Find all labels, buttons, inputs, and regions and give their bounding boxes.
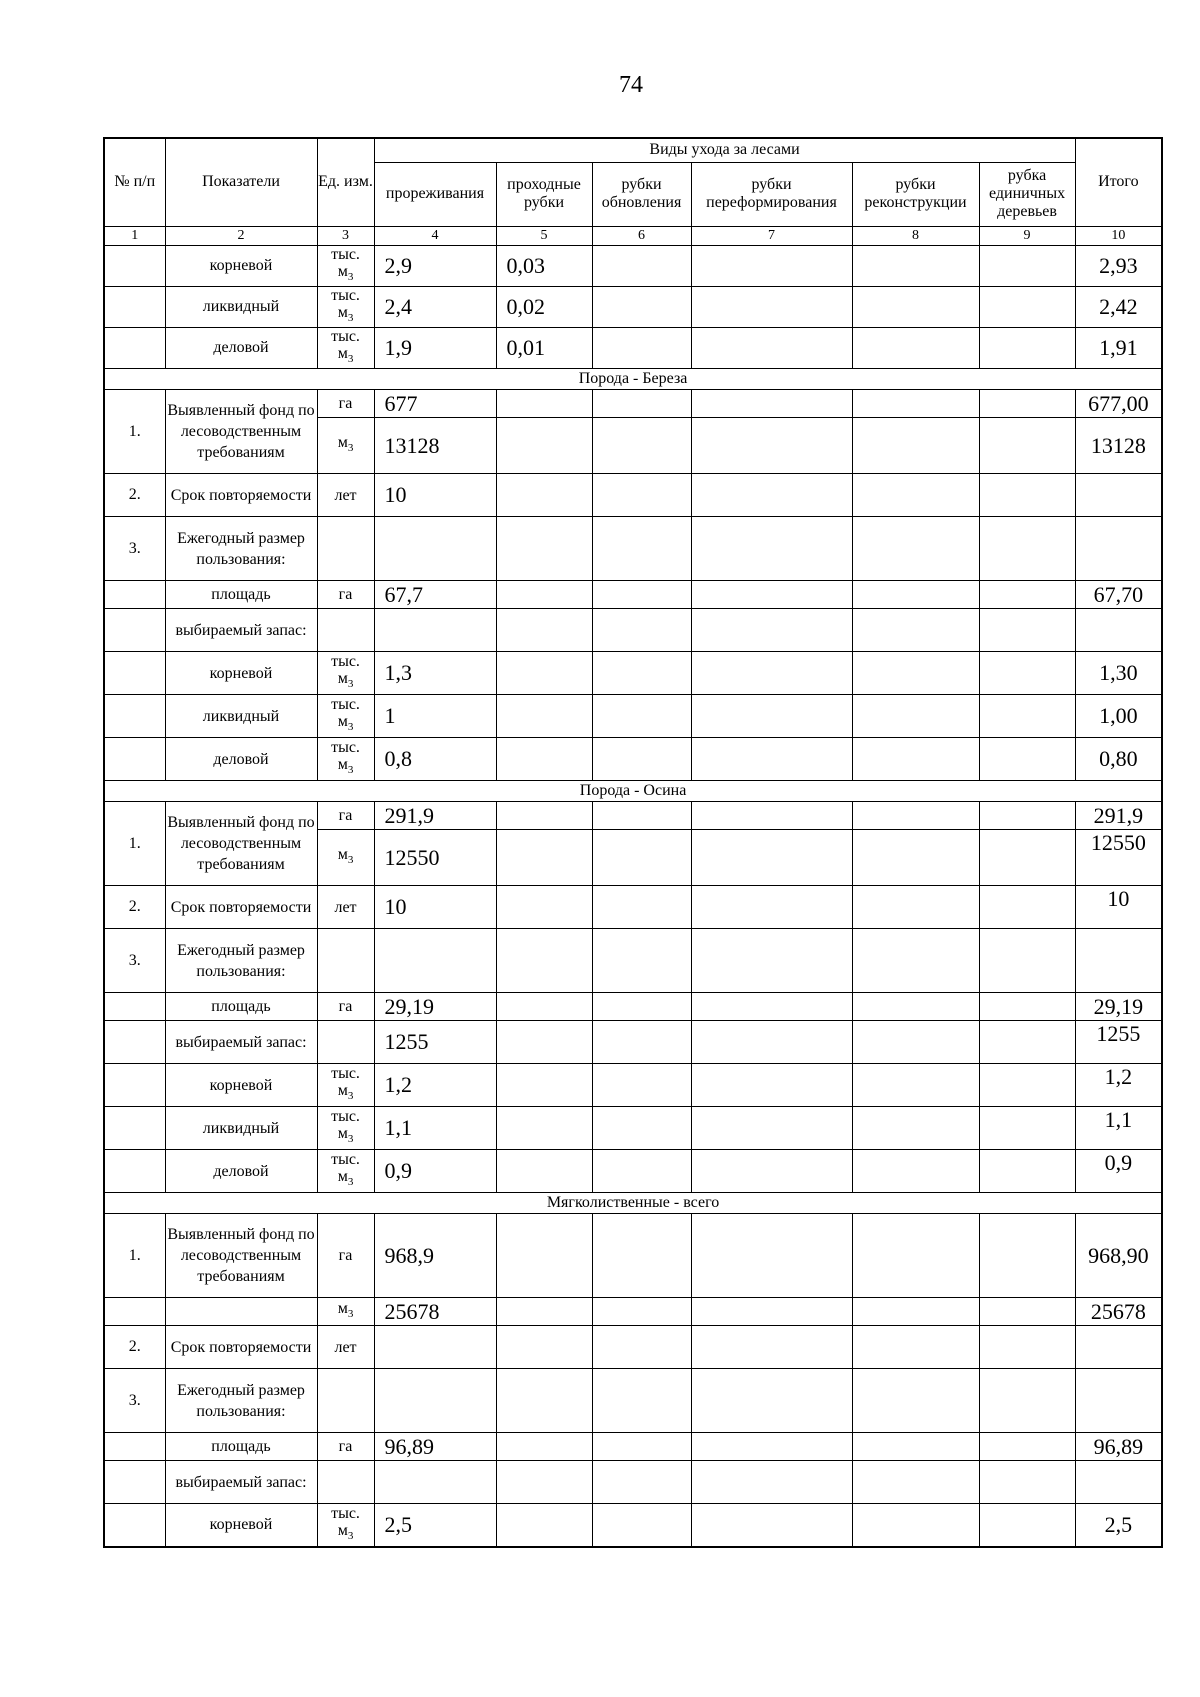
header-single-trees: рубка единичных деревьев [979, 162, 1075, 226]
unit-cell: га [317, 1433, 374, 1461]
unit-cell: $м_3$ [317, 418, 374, 474]
row-number: 3. [104, 1369, 165, 1433]
row-number: 1. [104, 1214, 165, 1298]
total-cell: 1,91 [1075, 327, 1162, 368]
col-index: 7 [691, 226, 852, 245]
col-index: 2 [165, 226, 317, 245]
unit-cell: тыс. $м_3$ [317, 245, 374, 286]
unit-cell: тыс. $м_3$ [317, 1107, 374, 1150]
total-cell: 0,9 [1075, 1150, 1162, 1193]
value-cell: 2,9 [374, 245, 496, 286]
total-cell: 13128 [1075, 418, 1162, 474]
table-row [104, 286, 1162, 327]
total-cell: 1,2 [1075, 1064, 1162, 1107]
unit-cell: лет [317, 886, 374, 929]
value-cell: 12550 [374, 830, 496, 886]
total-cell: 1,00 [1075, 695, 1162, 738]
table-row [104, 1064, 1162, 1107]
row-label: ликвидный [165, 695, 317, 738]
unit-cell: га [317, 581, 374, 609]
unit-cell: га [317, 390, 374, 418]
table-row [104, 609, 1162, 652]
value-cell: 25678 [374, 1298, 496, 1326]
table-row [104, 1214, 1162, 1298]
row-label: Выявленный фонд по лесоводственным требованиям [165, 1214, 317, 1298]
row-label: деловой [165, 738, 317, 781]
table-row [104, 886, 1162, 929]
col-index: 5 [496, 226, 592, 245]
unit-cell: лет [317, 474, 374, 517]
page-number: 74 [619, 72, 643, 98]
row-label: Срок повторяемости [165, 474, 317, 517]
value-cell: 0,9 [374, 1150, 496, 1193]
table-row [104, 1433, 1162, 1461]
column-index-row [104, 226, 1162, 245]
value-cell: 1,1 [374, 1107, 496, 1150]
col-index: 6 [592, 226, 691, 245]
section-title: Порода - Осина [104, 781, 1162, 802]
table-row [104, 1107, 1162, 1150]
table-row [104, 929, 1162, 993]
header-reformation: рубки переформирования [691, 162, 852, 226]
row-label: площадь [165, 581, 317, 609]
row-label: корневой [165, 245, 317, 286]
row-label: корневой [165, 1504, 317, 1547]
unit-cell: $м_3$ [317, 1298, 374, 1326]
row-label: корневой [165, 1064, 317, 1107]
total-cell: 67,70 [1075, 581, 1162, 609]
value-cell: 1 [374, 695, 496, 738]
total-cell: 25678 [1075, 1298, 1162, 1326]
row-label: корневой [165, 652, 317, 695]
table-row [104, 1021, 1162, 1064]
header-no: № п/п [104, 138, 165, 226]
value-cell: 13128 [374, 418, 496, 474]
row-label: деловой [165, 1150, 317, 1193]
total-cell: 1255 [1075, 1021, 1162, 1064]
section-softwood-total [104, 1193, 1162, 1214]
col-index: 9 [979, 226, 1075, 245]
value-cell: 67,7 [374, 581, 496, 609]
value-cell: 1255 [374, 1021, 496, 1064]
table-row [104, 1369, 1162, 1433]
total-cell: 1,1 [1075, 1107, 1162, 1150]
unit-cell: лет [317, 1326, 374, 1369]
table-row [104, 245, 1162, 286]
table-row [104, 1504, 1162, 1547]
row-number: 1. [104, 390, 165, 474]
header-indicators: Показатели [165, 138, 317, 226]
total-cell: 0,80 [1075, 738, 1162, 781]
row-label: Ежегодный размер пользования: [165, 1369, 317, 1433]
unit-cell: тыс. $м_3$ [317, 1064, 374, 1107]
total-cell: 10 [1075, 886, 1162, 929]
table-row [104, 1298, 1162, 1326]
row-number: 2. [104, 474, 165, 517]
row-label: выбираемый запас: [165, 1461, 317, 1504]
row-label: Выявленный фонд по лесоводственным требованиям [165, 390, 317, 474]
value-cell: 1,9 [374, 327, 496, 368]
row-label: ликвидный [165, 286, 317, 327]
value-cell: 2,5 [374, 1504, 496, 1547]
row-label: выбираемый запас: [165, 1021, 317, 1064]
total-cell: 2,42 [1075, 286, 1162, 327]
table-row [104, 1461, 1162, 1504]
header-total: Итого [1075, 138, 1162, 226]
table-row [104, 652, 1162, 695]
section-title: Мягколиственные - всего [104, 1193, 1162, 1214]
col-index: 3 [317, 226, 374, 245]
unit-cell: га [317, 802, 374, 830]
row-label: площадь [165, 993, 317, 1021]
table-row [104, 802, 1162, 830]
section-aspen [104, 781, 1162, 802]
value-cell: 0,8 [374, 738, 496, 781]
row-number: 1. [104, 802, 165, 886]
value-cell: 0,03 [496, 245, 592, 286]
col-index: 4 [374, 226, 496, 245]
header-care-types: Виды ухода за лесами [374, 138, 1075, 162]
total-cell: 12550 [1075, 830, 1162, 886]
total-cell: 1,30 [1075, 652, 1162, 695]
total-cell: 291,9 [1075, 802, 1162, 830]
table-row [104, 517, 1162, 581]
row-label: Срок повторяемости [165, 886, 317, 929]
table-row [104, 1150, 1162, 1193]
header-reconstruction: рубки реконструкции [852, 162, 979, 226]
col-index: 10 [1075, 226, 1162, 245]
row-number: 2. [104, 886, 165, 929]
row-label: ликвидный [165, 1107, 317, 1150]
table-row [104, 474, 1162, 517]
total-cell: 677,00 [1075, 390, 1162, 418]
value-cell: 968,9 [374, 1214, 496, 1298]
table-row [104, 738, 1162, 781]
table-row [104, 993, 1162, 1021]
total-cell: 2,5 [1075, 1504, 1162, 1547]
unit-cell: тыс. $м_3$ [317, 327, 374, 368]
header-thinning: прореживания [374, 162, 496, 226]
value-cell: 0,01 [496, 327, 592, 368]
unit-cell: тыс. $м_3$ [317, 652, 374, 695]
row-label: Срок повторяемости [165, 1326, 317, 1369]
unit-cell: тыс. $м_3$ [317, 738, 374, 781]
value-cell: 10 [374, 886, 496, 929]
row-number: 3. [104, 517, 165, 581]
unit-cell: тыс. $м_3$ [317, 1504, 374, 1547]
unit-cell: га [317, 993, 374, 1021]
total-cell: 2,93 [1075, 245, 1162, 286]
table-row [104, 581, 1162, 609]
value-cell: 1,3 [374, 652, 496, 695]
row-label: Выявленный фонд по лесоводственным требованиям [165, 802, 317, 886]
value-cell: 2,4 [374, 286, 496, 327]
section-birch [104, 369, 1162, 390]
table-row [104, 1326, 1162, 1369]
row-label: Ежегодный размер пользования: [165, 929, 317, 993]
table-row [104, 390, 1162, 418]
row-label: Ежегодный размер пользования: [165, 517, 317, 581]
unit-cell: $м_3$ [317, 830, 374, 886]
forest-care-table [103, 137, 1163, 1548]
row-label: выбираемый запас: [165, 609, 317, 652]
value-cell: 1,2 [374, 1064, 496, 1107]
value-cell: 291,9 [374, 802, 496, 830]
col-index: 8 [852, 226, 979, 245]
col-index: 1 [104, 226, 165, 245]
header-passage: проходные рубки [496, 162, 592, 226]
total-cell: 968,90 [1075, 1214, 1162, 1298]
unit-cell: га [317, 1214, 374, 1298]
value-cell: 29,19 [374, 993, 496, 1021]
value-cell: 96,89 [374, 1433, 496, 1461]
unit-cell: тыс. $м_3$ [317, 286, 374, 327]
section-title: Порода - Береза [104, 369, 1162, 390]
total-cell: 29,19 [1075, 993, 1162, 1021]
row-number: 2. [104, 1326, 165, 1369]
row-label: деловой [165, 327, 317, 368]
row-label: площадь [165, 1433, 317, 1461]
header-renewal: рубки обновления [592, 162, 691, 226]
unit-cell: тыс. $м_3$ [317, 695, 374, 738]
header-unit: Ед. изм. [317, 138, 374, 226]
table-row [104, 327, 1162, 368]
value-cell: 10 [374, 474, 496, 517]
total-cell: 96,89 [1075, 1433, 1162, 1461]
table-row [104, 695, 1162, 738]
unit-cell: тыс. $м_3$ [317, 1150, 374, 1193]
row-number: 3. [104, 929, 165, 993]
value-cell: 0,02 [496, 286, 592, 327]
value-cell: 677 [374, 390, 496, 418]
